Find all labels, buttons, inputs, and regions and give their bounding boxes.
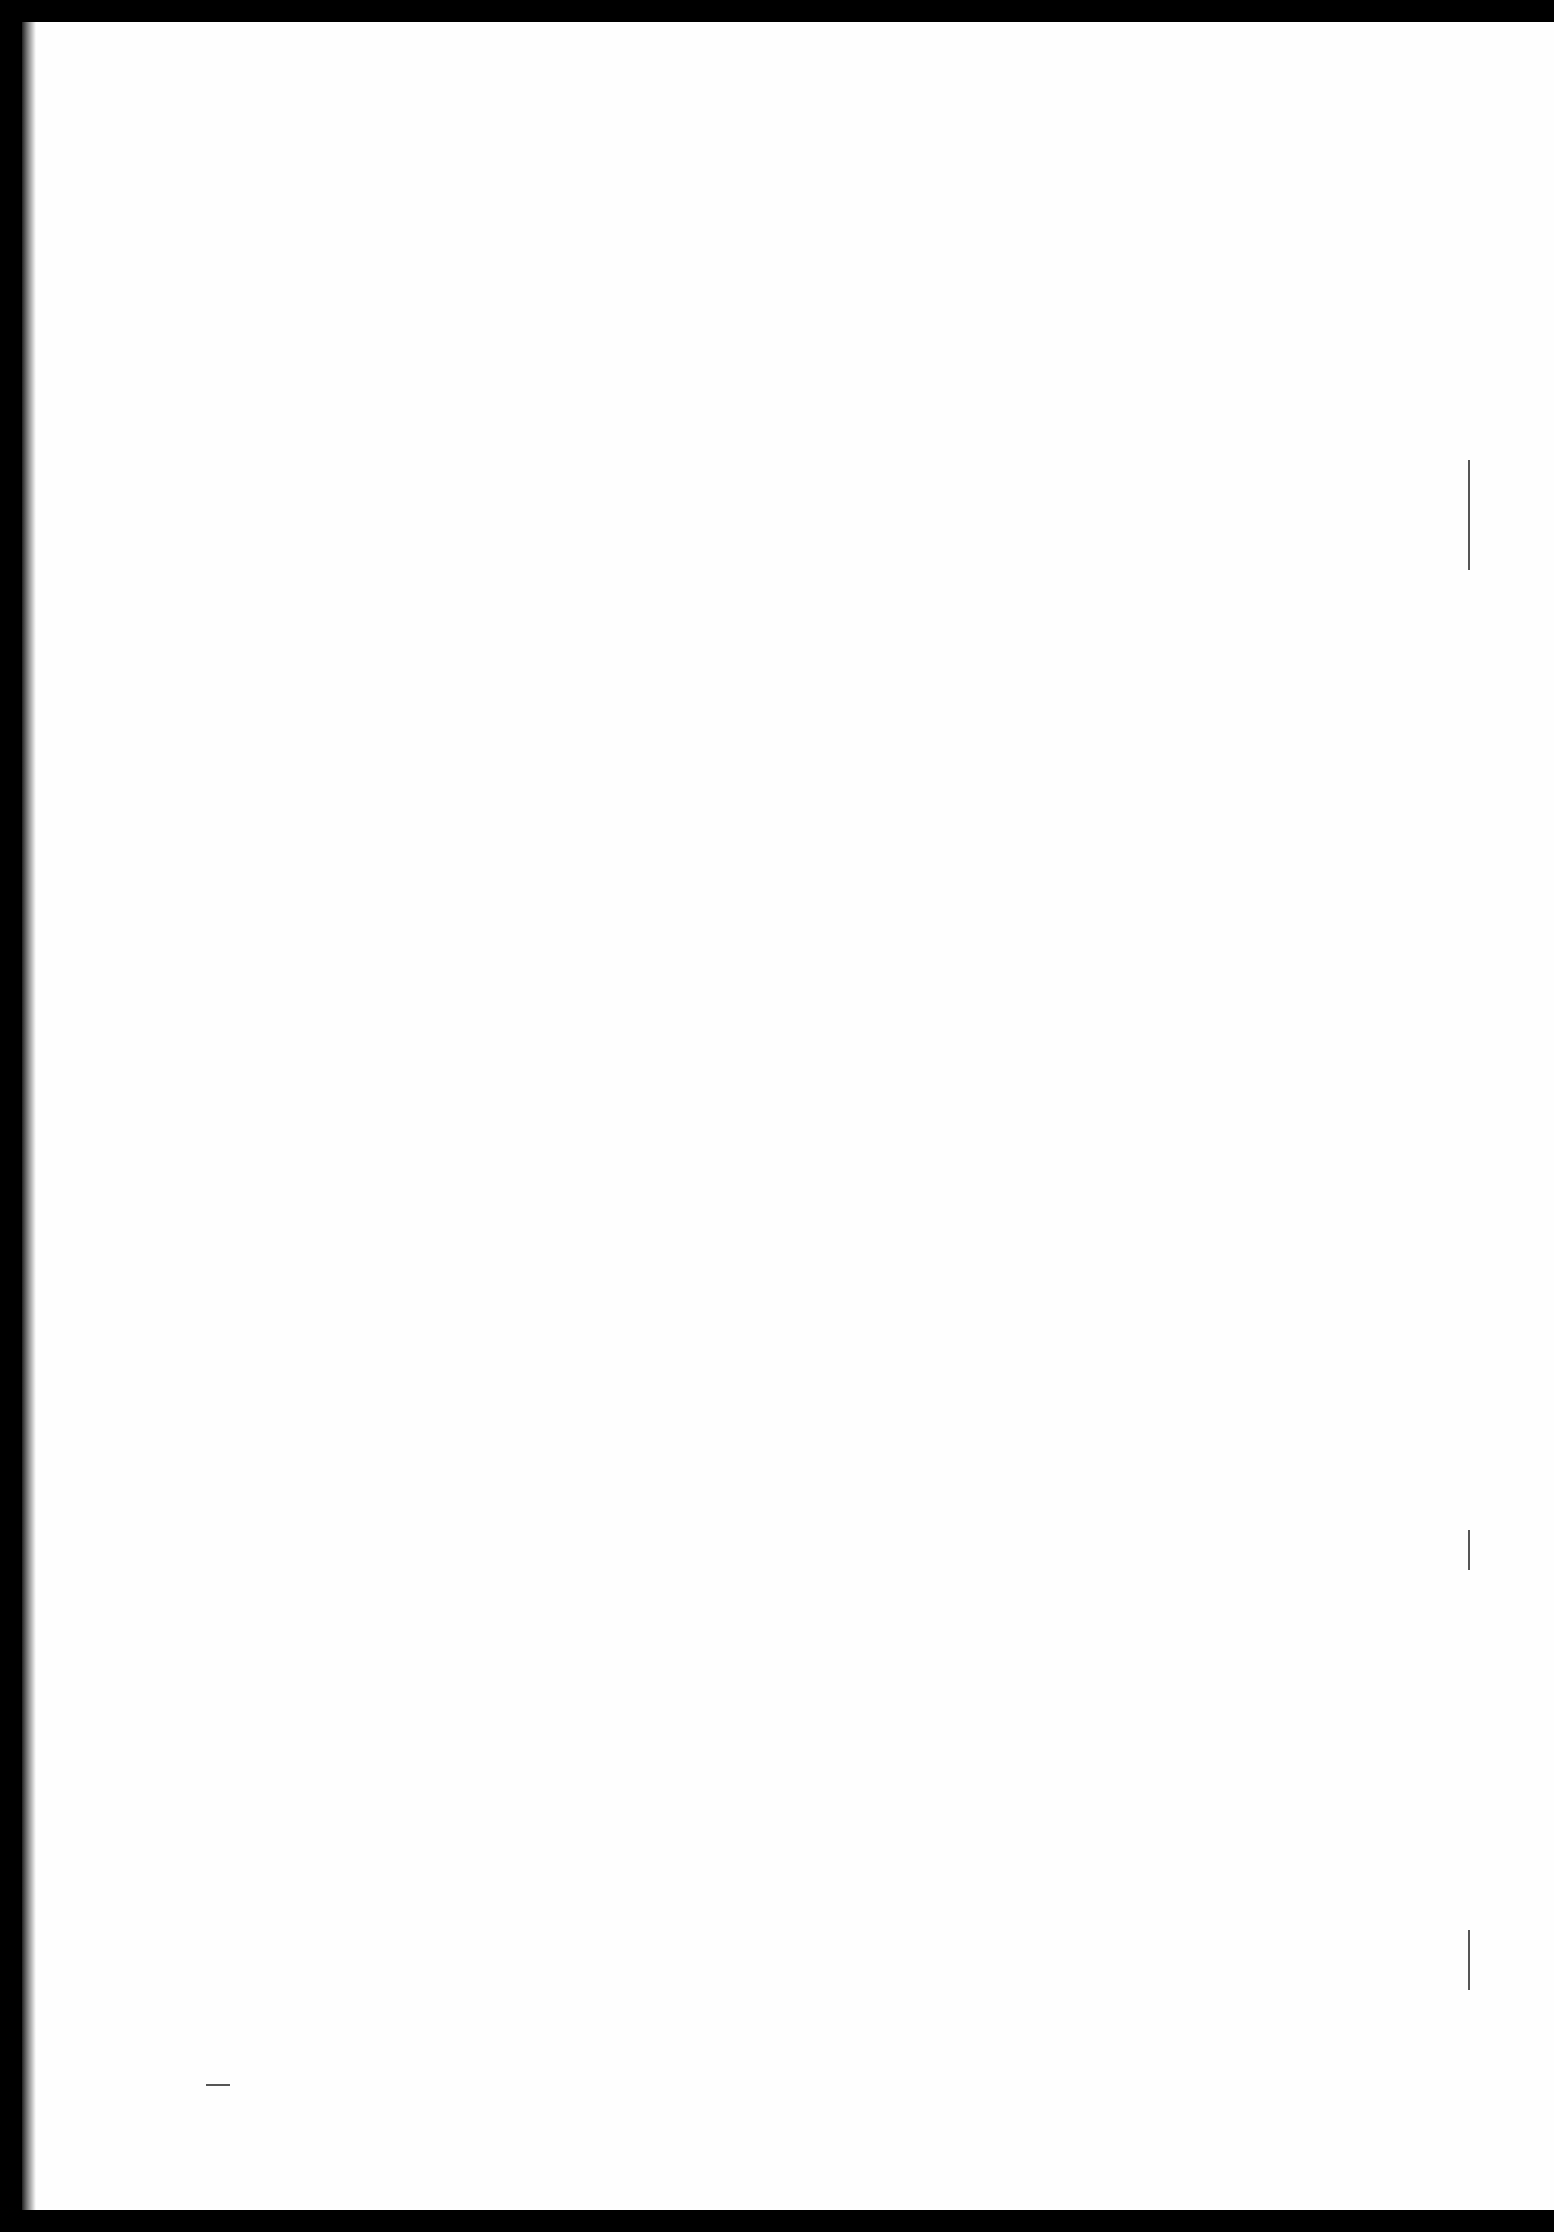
page-header xyxy=(300,168,1380,228)
margin-mark xyxy=(1468,460,1470,570)
section-body xyxy=(270,760,1380,762)
margin-mark xyxy=(1468,1930,1470,1990)
margin-mark xyxy=(206,2084,230,2086)
margin-mark xyxy=(1468,1530,1470,1570)
book-page xyxy=(22,22,1554,2210)
page-gutter-shadow xyxy=(22,22,36,2210)
